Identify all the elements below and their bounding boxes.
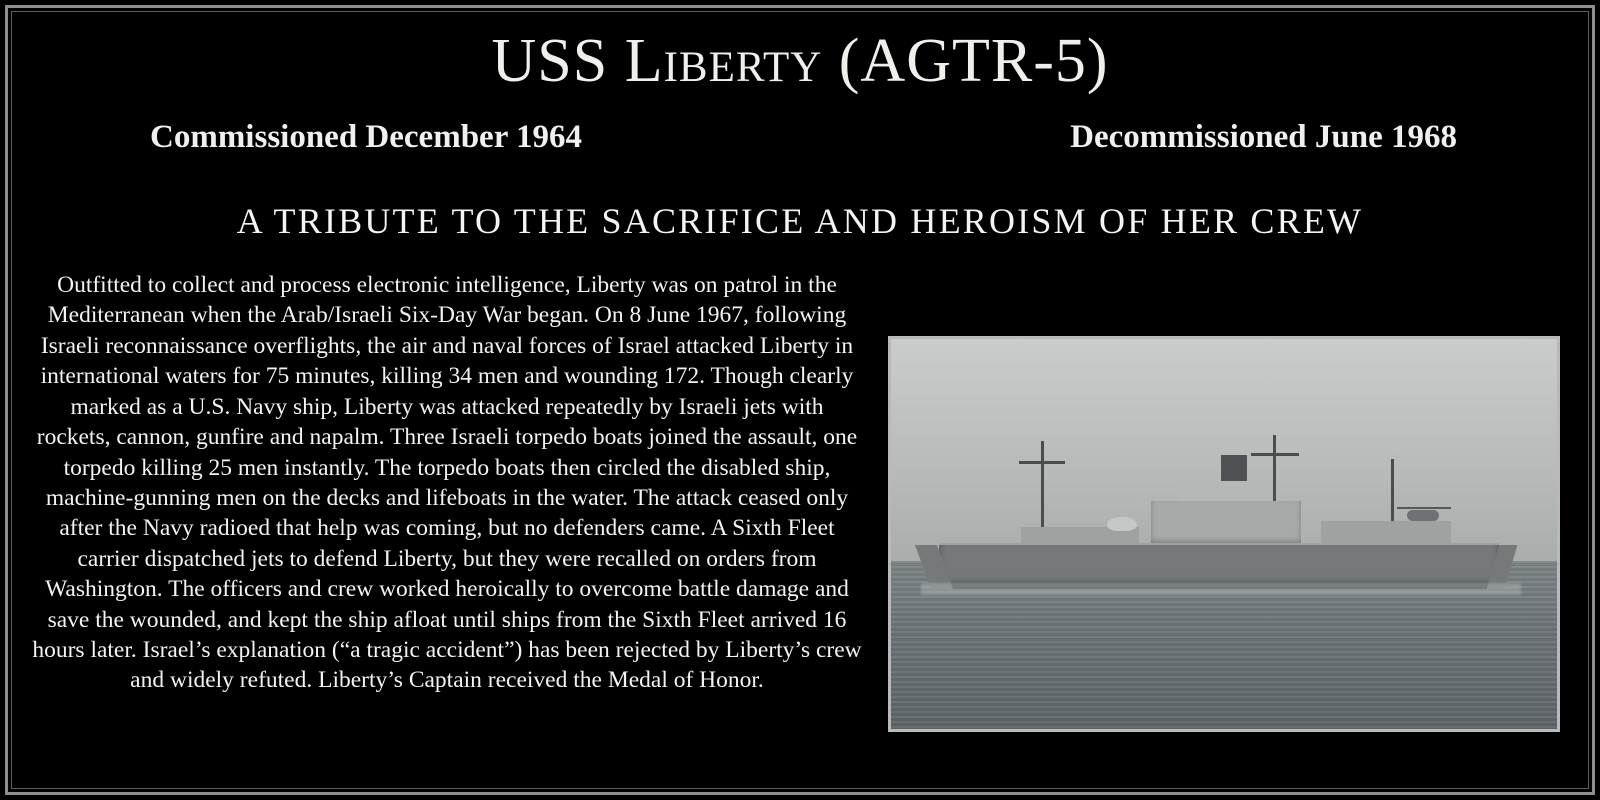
foremast-yard-icon xyxy=(1019,461,1065,464)
radar-dish-icon xyxy=(1107,517,1137,531)
plaque-body-text xyxy=(32,270,862,696)
commissioned-date: Commissioned December 1964 xyxy=(150,119,582,155)
page-title: USS Liberty (AGTR-5) xyxy=(491,27,1109,95)
helicopter-body xyxy=(1407,510,1439,521)
ship-photograph xyxy=(888,336,1560,732)
helicopter-rotor xyxy=(1397,507,1451,509)
aftmast-icon xyxy=(1391,459,1394,523)
bridge-structure xyxy=(1179,481,1271,503)
helicopter-icon xyxy=(1397,505,1451,521)
uss-liberty-ship xyxy=(921,435,1521,605)
waterline-wash xyxy=(921,583,1521,595)
mainmast-yard-icon xyxy=(1251,453,1299,456)
tribute-heading: A TRIBUTE TO THE SACRIFICE AND HEROISM OF HER CREW xyxy=(236,201,1364,241)
decommissioned-date: Decommissioned June 1968 xyxy=(1070,119,1457,155)
superstructure xyxy=(1151,501,1301,545)
aft-deckhouse xyxy=(1321,521,1451,545)
plaque-body-paragraph: Outfitted to collect and process electronic intelligence, Liberty was on patrol in the Mediterranean when the Arab/Israeli Six-Day War began. On 8 June 1967, following Israeli reconnaissance overflights, the air and naval forces of Israel attacked Liberty in international waters for 75 minutes, killing 34 men and wounding 172. Though clearly marked as a U.S. Navy ship, Liberty was attacked repeatedly by Israeli jets with rockets, cannon, gunfire and napalm. Three Israeli torpedo boats joined the assault, one torpedo killing 25 men instantly. The torpedo boats then circled the disabled ship, machine-gunning men on the decks and lifeboats in the water. The attack ceased only after the Navy radioed that help was coming, but no defenders came. A Sixth Fleet carrier dispatched jets to defend Liberty, but they were recalled on orders from Washington. The officers and crew worked heroically to overcome battle damage and save the wounded, and kept the ship afloat until ships from the Sixth Fleet arrived 16 hours later. Israel’s explanation (“a tragic accident”) has been rejected by Liberty’s crew and widely refuted. Liberty’s Captain received the Medal of Honor. xyxy=(32,272,862,694)
